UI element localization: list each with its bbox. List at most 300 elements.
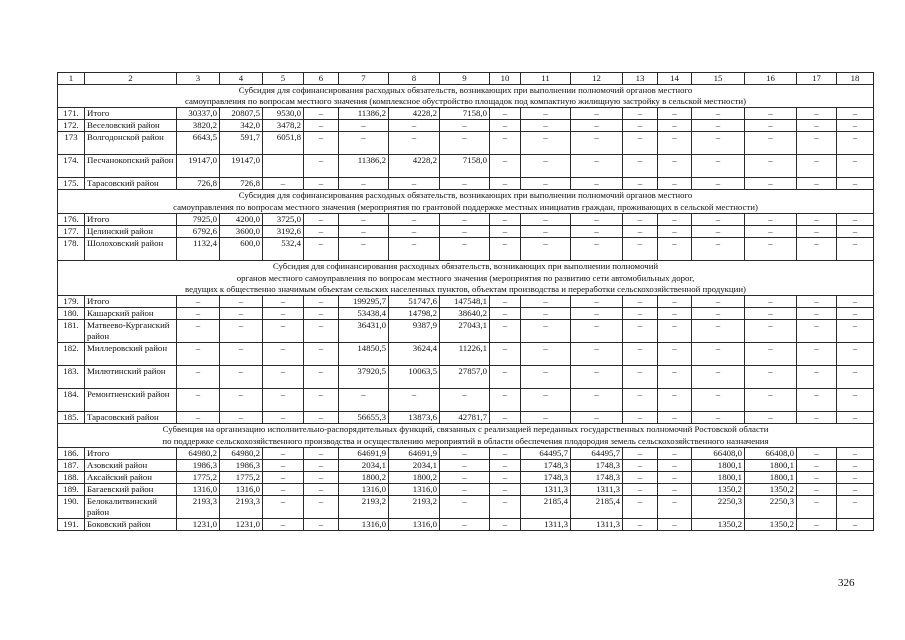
value-cell: 1311,3 <box>521 484 571 496</box>
value-cell: – <box>440 460 490 472</box>
row-number-cell: 177. <box>58 226 85 238</box>
value-cell: – <box>745 238 797 261</box>
value-cell: – <box>304 472 339 484</box>
value-cell: – <box>490 472 521 484</box>
value-cell: – <box>692 389 745 412</box>
section-title <box>58 84 874 108</box>
value-cell: – <box>490 120 521 132</box>
value-cell: – <box>220 320 263 343</box>
column-number: 16 <box>745 73 797 85</box>
table-row <box>58 214 874 226</box>
value-cell: – <box>304 178 339 190</box>
column-number: 1 <box>58 73 85 85</box>
value-cell: – <box>571 389 623 412</box>
table-row <box>58 343 874 366</box>
value-cell: 66408,0 <box>745 448 797 460</box>
column-number: 6 <box>304 73 339 85</box>
value-cell: 1800,1 <box>692 460 745 472</box>
value-cell: – <box>658 226 692 238</box>
district-name-cell: Итого <box>85 108 177 120</box>
row-number-cell: 186. <box>58 448 85 460</box>
value-cell: – <box>658 484 692 496</box>
district-name-cell: Веселовский район <box>85 120 177 132</box>
value-cell: – <box>440 496 490 519</box>
value-cell: – <box>623 226 658 238</box>
value-cell: – <box>658 472 692 484</box>
value-cell: 64495,7 <box>571 448 623 460</box>
value-cell: 2034,1 <box>339 460 389 472</box>
table-row <box>58 320 874 343</box>
row-number-cell: 191. <box>58 519 85 531</box>
value-cell: 64980,2 <box>220 448 263 460</box>
value-cell: – <box>304 238 339 261</box>
value-cell: – <box>490 132 521 155</box>
value-cell: – <box>339 238 389 261</box>
value-cell: – <box>304 132 339 155</box>
value-cell: 1748,3 <box>521 472 571 484</box>
value-cell: – <box>745 214 797 226</box>
district-name-cell: Миллеровский район <box>85 343 177 366</box>
value-cell: – <box>304 296 339 308</box>
value-cell: – <box>263 366 304 389</box>
value-cell: – <box>797 484 837 496</box>
value-cell: 1350,2 <box>692 519 745 531</box>
value-cell: 1311,3 <box>521 519 571 531</box>
value-cell: – <box>521 412 571 424</box>
value-cell: 1316,0 <box>339 484 389 496</box>
value-cell: – <box>745 296 797 308</box>
district-name-cell: Тарасовский район <box>85 178 177 190</box>
value-cell: – <box>837 214 874 226</box>
value-cell: – <box>692 296 745 308</box>
value-cell: – <box>304 519 339 531</box>
page-number: 326 <box>838 577 855 589</box>
column-number: 13 <box>623 73 658 85</box>
value-cell: 6792,6 <box>177 226 220 238</box>
value-cell: – <box>521 296 571 308</box>
value-cell <box>263 155 304 178</box>
value-cell: – <box>797 496 837 519</box>
value-cell: – <box>837 155 874 178</box>
value-cell: – <box>658 178 692 190</box>
column-number-row <box>58 73 874 85</box>
value-cell: 9530,0 <box>263 108 304 120</box>
value-cell: – <box>797 296 837 308</box>
value-cell: – <box>263 412 304 424</box>
value-cell: – <box>177 389 220 412</box>
value-cell: 2185,4 <box>571 496 623 519</box>
value-cell: – <box>623 155 658 178</box>
value-cell: – <box>220 366 263 389</box>
value-cell: – <box>304 320 339 343</box>
value-cell: 11226,1 <box>440 343 490 366</box>
column-number: 4 <box>220 73 263 85</box>
value-cell: 7158,0 <box>440 108 490 120</box>
value-cell: 1350,2 <box>745 519 797 531</box>
value-cell: 2250,3 <box>745 496 797 519</box>
value-cell: – <box>658 132 692 155</box>
value-cell: – <box>571 214 623 226</box>
value-cell: 726,8 <box>220 178 263 190</box>
value-cell: – <box>304 214 339 226</box>
value-cell: – <box>623 472 658 484</box>
table-row <box>58 238 874 261</box>
value-cell: – <box>837 108 874 120</box>
value-cell: 7925,0 <box>177 214 220 226</box>
value-cell: – <box>304 108 339 120</box>
column-number: 5 <box>263 73 304 85</box>
district-name-cell: Шолоховский район <box>85 238 177 261</box>
column-number: 18 <box>837 73 874 85</box>
row-number-cell: 190. <box>58 496 85 519</box>
value-cell: 3478,2 <box>263 120 304 132</box>
value-cell: – <box>837 120 874 132</box>
value-cell: 2185,4 <box>521 496 571 519</box>
value-cell: – <box>440 214 490 226</box>
section-title <box>58 190 874 214</box>
value-cell: – <box>797 226 837 238</box>
value-cell: 36431,0 <box>339 320 389 343</box>
value-cell: 1231,0 <box>220 519 263 531</box>
value-cell: – <box>521 132 571 155</box>
value-cell: – <box>521 178 571 190</box>
value-cell: – <box>389 214 440 226</box>
value-cell: – <box>745 132 797 155</box>
section-title-line: Субвенция на организацию исполнительно-распорядительных функций, связанных с реализацией переданных государственных полномочий Ростовской области <box>162 424 769 435</box>
value-cell: – <box>692 132 745 155</box>
value-cell: – <box>837 238 874 261</box>
value-cell: – <box>304 308 339 320</box>
value-cell: – <box>623 389 658 412</box>
value-cell: – <box>440 448 490 460</box>
value-cell: – <box>263 448 304 460</box>
value-cell: – <box>797 120 837 132</box>
value-cell: – <box>658 214 692 226</box>
value-cell: – <box>490 343 521 366</box>
value-cell: – <box>339 226 389 238</box>
value-cell: – <box>623 320 658 343</box>
row-number-cell: 174. <box>58 155 85 178</box>
value-cell: – <box>177 412 220 424</box>
value-cell: – <box>797 519 837 531</box>
value-cell: – <box>177 296 220 308</box>
value-cell: – <box>304 120 339 132</box>
row-number-cell: 175. <box>58 178 85 190</box>
value-cell: – <box>263 296 304 308</box>
value-cell: – <box>263 460 304 472</box>
value-cell: – <box>745 120 797 132</box>
value-cell: – <box>797 460 837 472</box>
value-cell: 42781,7 <box>440 412 490 424</box>
value-cell: – <box>623 412 658 424</box>
value-cell: – <box>220 412 263 424</box>
value-cell: 1311,3 <box>571 484 623 496</box>
row-number-cell: 189. <box>58 484 85 496</box>
value-cell: – <box>797 448 837 460</box>
value-cell: – <box>692 320 745 343</box>
value-cell: – <box>263 320 304 343</box>
row-number-cell: 183. <box>58 366 85 389</box>
column-number: 7 <box>339 73 389 85</box>
value-cell: – <box>177 320 220 343</box>
value-cell: 1316,0 <box>389 484 440 496</box>
value-cell: 4228,2 <box>389 155 440 178</box>
value-cell: – <box>692 226 745 238</box>
value-cell: 3192,6 <box>263 226 304 238</box>
value-cell: 1316,0 <box>177 484 220 496</box>
value-cell: – <box>389 238 440 261</box>
section-header-row <box>58 424 874 448</box>
value-cell: – <box>797 320 837 343</box>
value-cell: – <box>521 308 571 320</box>
value-cell: – <box>623 519 658 531</box>
value-cell: – <box>837 132 874 155</box>
value-cell: – <box>263 308 304 320</box>
value-cell: 1316,0 <box>389 519 440 531</box>
column-number: 8 <box>389 73 440 85</box>
value-cell: 1350,2 <box>745 484 797 496</box>
value-cell: – <box>658 120 692 132</box>
value-cell: – <box>571 132 623 155</box>
value-cell: 64691,9 <box>389 448 440 460</box>
value-cell: – <box>837 484 874 496</box>
value-cell: – <box>304 343 339 366</box>
column-number: 15 <box>692 73 745 85</box>
value-cell: – <box>658 108 692 120</box>
value-cell: – <box>490 389 521 412</box>
value-cell: – <box>692 108 745 120</box>
section-title-line: Субсидия для софинансирования расходных обязательств, возникающих при выполнении полномочий органов местного <box>238 190 693 201</box>
value-cell: – <box>571 320 623 343</box>
value-cell: – <box>339 214 389 226</box>
value-cell: 27043,1 <box>440 320 490 343</box>
value-cell: – <box>304 412 339 424</box>
value-cell: 532,4 <box>263 238 304 261</box>
district-name-cell: Азовский район <box>85 460 177 472</box>
value-cell: 1316,0 <box>220 484 263 496</box>
table-row <box>58 412 874 424</box>
value-cell: – <box>797 366 837 389</box>
table-row <box>58 448 874 460</box>
district-name-cell: Итого <box>85 448 177 460</box>
value-cell: – <box>220 389 263 412</box>
district-name-cell: Целинский район <box>85 226 177 238</box>
column-number: 10 <box>490 73 521 85</box>
value-cell: – <box>837 519 874 531</box>
table-row <box>58 460 874 472</box>
value-cell: 1800,2 <box>389 472 440 484</box>
value-cell: 66408,0 <box>692 448 745 460</box>
value-cell: 64980,2 <box>177 448 220 460</box>
value-cell: 38640,2 <box>440 308 490 320</box>
value-cell: – <box>623 366 658 389</box>
value-cell: – <box>304 484 339 496</box>
value-cell: – <box>490 484 521 496</box>
value-cell: – <box>389 132 440 155</box>
value-cell: – <box>263 472 304 484</box>
value-cell: – <box>521 320 571 343</box>
value-cell: – <box>797 472 837 484</box>
value-cell: 3725,0 <box>263 214 304 226</box>
value-cell: – <box>692 366 745 389</box>
value-cell: – <box>440 226 490 238</box>
section-title <box>58 424 874 448</box>
value-cell: – <box>837 178 874 190</box>
value-cell: 1748,3 <box>571 472 623 484</box>
value-cell: – <box>220 296 263 308</box>
value-cell: – <box>490 296 521 308</box>
district-name-cell: Белокалитвинский район <box>85 496 177 519</box>
row-number-cell: 187. <box>58 460 85 472</box>
value-cell: – <box>623 178 658 190</box>
district-name-cell: Кашарский район <box>85 308 177 320</box>
value-cell: – <box>440 178 490 190</box>
value-cell: – <box>837 343 874 366</box>
value-cell: – <box>837 320 874 343</box>
district-name-cell: Матвеево-Курганский район <box>85 320 177 343</box>
value-cell: 1231,0 <box>177 519 220 531</box>
value-cell: 1748,3 <box>571 460 623 472</box>
value-cell: – <box>521 155 571 178</box>
value-cell: – <box>490 412 521 424</box>
value-cell: – <box>658 519 692 531</box>
value-cell: 1350,2 <box>692 484 745 496</box>
value-cell: – <box>440 238 490 261</box>
value-cell: – <box>658 389 692 412</box>
value-cell: 53438,4 <box>339 308 389 320</box>
table-row <box>58 120 874 132</box>
value-cell: – <box>658 343 692 366</box>
value-cell: – <box>623 296 658 308</box>
value-cell: – <box>490 448 521 460</box>
value-cell: 9387,9 <box>389 320 440 343</box>
value-cell: – <box>623 496 658 519</box>
value-cell: – <box>837 472 874 484</box>
table-row <box>58 155 874 178</box>
row-number-cell: 171. <box>58 108 85 120</box>
value-cell: 6643,5 <box>177 132 220 155</box>
value-cell: 20807,5 <box>220 108 263 120</box>
subsidy-table <box>57 72 874 531</box>
district-name-cell: Волгодонской район <box>85 132 177 155</box>
table-row <box>58 108 874 120</box>
value-cell: – <box>490 519 521 531</box>
value-cell: 1800,1 <box>745 472 797 484</box>
value-cell: 64495,7 <box>521 448 571 460</box>
value-cell: 4228,2 <box>389 108 440 120</box>
value-cell: – <box>571 155 623 178</box>
value-cell: – <box>745 155 797 178</box>
value-cell: – <box>623 448 658 460</box>
value-cell: – <box>177 343 220 366</box>
value-cell: 2034,1 <box>389 460 440 472</box>
district-name-cell: Ремонтненский район <box>85 389 177 412</box>
value-cell: – <box>745 108 797 120</box>
value-cell: – <box>220 343 263 366</box>
value-cell: – <box>521 214 571 226</box>
value-cell: 591,7 <box>220 132 263 155</box>
value-cell: – <box>389 389 440 412</box>
row-number-cell: 188. <box>58 472 85 484</box>
value-cell: – <box>623 238 658 261</box>
value-cell: 11386,2 <box>339 108 389 120</box>
value-cell: – <box>571 120 623 132</box>
table-row <box>58 366 874 389</box>
value-cell: – <box>263 484 304 496</box>
value-cell: 3624,4 <box>389 343 440 366</box>
value-cell: 1986,3 <box>177 460 220 472</box>
value-cell: 56655,3 <box>339 412 389 424</box>
value-cell: – <box>339 120 389 132</box>
value-cell: – <box>837 226 874 238</box>
column-number: 2 <box>85 73 177 85</box>
value-cell: 600,0 <box>220 238 263 261</box>
value-cell: – <box>304 389 339 412</box>
value-cell: – <box>658 366 692 389</box>
value-cell: – <box>490 214 521 226</box>
value-cell: 199295,7 <box>339 296 389 308</box>
value-cell: – <box>692 412 745 424</box>
value-cell: – <box>837 448 874 460</box>
value-cell: – <box>658 412 692 424</box>
value-cell: – <box>837 496 874 519</box>
value-cell: – <box>837 389 874 412</box>
value-cell: – <box>521 238 571 261</box>
value-cell: – <box>490 308 521 320</box>
row-number-cell: 172. <box>58 120 85 132</box>
value-cell: – <box>521 108 571 120</box>
section-title-line: Субсидия для софинансирования расходных обязательств, возникающих при выполнении полномочий органов местного <box>238 84 693 95</box>
value-cell: – <box>177 308 220 320</box>
value-cell: – <box>745 412 797 424</box>
value-cell: – <box>339 178 389 190</box>
value-cell: – <box>658 155 692 178</box>
value-cell: – <box>692 214 745 226</box>
value-cell: – <box>837 308 874 320</box>
value-cell: – <box>623 343 658 366</box>
value-cell: 1775,2 <box>220 472 263 484</box>
value-cell: 2193,3 <box>220 496 263 519</box>
row-number-cell: 184. <box>58 389 85 412</box>
section-header-row <box>58 261 874 296</box>
value-cell: – <box>745 308 797 320</box>
value-cell: – <box>440 484 490 496</box>
value-cell: – <box>304 155 339 178</box>
table-row <box>58 226 874 238</box>
table-row <box>58 296 874 308</box>
table-row <box>58 178 874 190</box>
value-cell: – <box>490 460 521 472</box>
value-cell: 30337,0 <box>177 108 220 120</box>
value-cell: – <box>490 366 521 389</box>
value-cell: – <box>797 108 837 120</box>
row-number-cell: 178. <box>58 238 85 261</box>
value-cell: – <box>745 389 797 412</box>
row-number-cell: 176. <box>58 214 85 226</box>
value-cell: – <box>797 308 837 320</box>
value-cell: – <box>304 496 339 519</box>
value-cell: – <box>623 484 658 496</box>
section-title-line: ведущих к общественно значимым объектам сельских населенных пунктов, объектам производства и переработки сельскохозяйственной продукции) <box>185 283 746 294</box>
value-cell: – <box>797 178 837 190</box>
value-cell: – <box>692 155 745 178</box>
section-header-row <box>58 190 874 214</box>
section-header-row <box>58 84 874 108</box>
value-cell: – <box>797 343 837 366</box>
value-cell: – <box>490 320 521 343</box>
value-cell: 1311,3 <box>571 519 623 531</box>
table-row <box>58 132 874 155</box>
